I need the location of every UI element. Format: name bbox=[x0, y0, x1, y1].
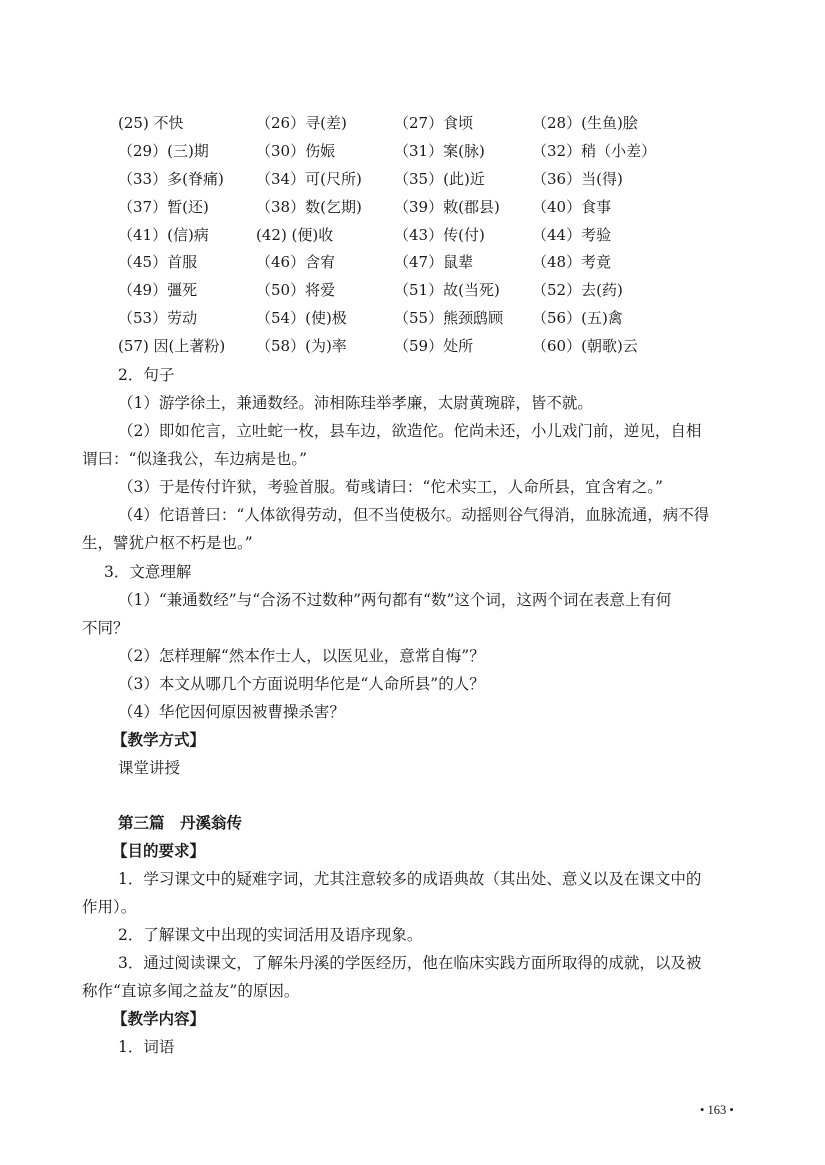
sentence-item: （4）佗语普曰：“人体欲得劳动，但不当使极尔。动摇则谷气得消，血脉流通，病不得 bbox=[118, 506, 710, 524]
vocab-item: （54）(使)极 bbox=[256, 309, 347, 328]
vocab-item: （44）考验 bbox=[532, 225, 612, 244]
vocab-item: （56）(五)禽 bbox=[532, 309, 623, 328]
question-item: （2）怎样理解“然本作士人，以医见业，意常自悔”？ bbox=[118, 647, 485, 665]
vocab-item: （29）(三)期 bbox=[118, 141, 209, 160]
vocab-item: （47）鼠辈 bbox=[394, 253, 474, 272]
vocab-item: （36）当(得) bbox=[532, 169, 623, 188]
vocab-item: （34）可(尺所) bbox=[256, 169, 362, 188]
page-number: • 163 • bbox=[700, 1103, 734, 1117]
section-heading-comprehension: 3．文意理解 bbox=[104, 563, 192, 581]
sentence-item: （3）于是传付许狱，考验首服。荀彧请曰：“佗术实工，人命所县，宜含宥之。” bbox=[118, 478, 663, 496]
vocab-item: （26）寻(差) bbox=[256, 114, 347, 132]
vocab-item: （52）去(药) bbox=[532, 281, 623, 300]
question-item: （1）“兼通数经”与“合汤不过数种”两句都有“数”这个词，这两个词在表意上有何 bbox=[118, 591, 672, 609]
objective-continuation: 作用）。 bbox=[82, 898, 137, 916]
vocab-item: （32）稍（小差） bbox=[532, 141, 657, 160]
teaching-method-heading: 【教学方式】 bbox=[112, 730, 206, 749]
vocab-item: （41）(信)病 bbox=[118, 225, 209, 244]
vocab-item: (57) 因(上著粉) bbox=[118, 337, 226, 356]
vocab-item: （35）(此)近 bbox=[394, 169, 485, 188]
question-continuation: 不同？ bbox=[82, 619, 129, 637]
vocab-item: （49）彊死 bbox=[118, 281, 198, 300]
sentence-item: （2）即如佗言，立吐蛇一枚，县车边，欲造佗。佗尚未还，小儿戏门前，逆见，自相 bbox=[118, 422, 702, 440]
vocab-item: （60）(朝歌)云 bbox=[532, 337, 638, 356]
vocab-item: （28）(生鱼)脍 bbox=[532, 114, 638, 132]
vocab-item: （43）传(付) bbox=[394, 225, 485, 244]
vocab-item: （58）(为)率 bbox=[256, 337, 347, 356]
vocab-item: （46）含宥 bbox=[256, 253, 336, 272]
vocab-item: （38）数(乞期) bbox=[256, 197, 362, 216]
vocab-item: （53）劳动 bbox=[118, 309, 198, 328]
vocab-item: （45）首服 bbox=[118, 253, 198, 272]
content-heading: 【教学内容】 bbox=[112, 1009, 206, 1028]
vocab-item: （59）处所 bbox=[394, 337, 474, 356]
objective-item: 2．了解课文中出现的实词活用及语序现象。 bbox=[118, 926, 423, 944]
vocabulary-subheading: 1．词语 bbox=[118, 1038, 175, 1056]
vocab-item: （37）暂(还) bbox=[118, 197, 209, 216]
objectives-heading: 【目的要求】 bbox=[112, 841, 206, 860]
section-heading-sentences: 2．句子 bbox=[118, 366, 175, 384]
vocab-item: （50）将爱 bbox=[256, 281, 336, 300]
objective-item: 3．通过阅读课文，了解朱丹溪的学医经历，他在临床实践方面所取得的成就，以及被 bbox=[118, 954, 702, 972]
sentence-continuation: 生，譬犹户枢不朽是也。” bbox=[82, 534, 253, 552]
question-item: （3）本文从哪几个方面说明华佗是“人命所县”的人？ bbox=[118, 675, 485, 693]
objective-item: 1．学习课文中的疑难字词，尤其注意较多的成语典故（其出处、意义以及在课文中的 bbox=[118, 870, 702, 888]
vocab-item: （33）多(脊痛) bbox=[118, 169, 224, 188]
vocab-item: （48）考竟 bbox=[532, 253, 612, 272]
vocab-item: （27）食顷 bbox=[394, 114, 474, 132]
vocab-item: （31）案(脉) bbox=[394, 141, 485, 160]
sentence-item: （1）游学徐土，兼通数经。沛相陈珪举孝廉，太尉黄琬辟，皆不就。 bbox=[118, 394, 593, 412]
sentence-continuation: 谓曰：“似逢我公，车边病是也。” bbox=[82, 450, 308, 468]
vocab-item: (25) 不快 bbox=[118, 114, 184, 132]
vocab-item: （55）熊颈鸱顾 bbox=[394, 309, 504, 328]
vocab-item: （40）食事 bbox=[532, 197, 612, 216]
vocab-item: （39）敕(郡县) bbox=[394, 197, 500, 216]
vocab-item: (42) (便)收 bbox=[256, 225, 334, 244]
question-item: （4）华佗因何原因被曹操杀害？ bbox=[118, 703, 345, 721]
teaching-method-text: 课堂讲授 bbox=[118, 759, 181, 777]
objective-continuation: 称作“直谅多闻之益友”的原因。 bbox=[82, 982, 300, 1000]
vocab-item: （51）故(当死) bbox=[394, 281, 500, 300]
vocab-item: （30）伤娠 bbox=[256, 141, 336, 160]
chapter-title: 第三篇 丹溪翁传 bbox=[118, 813, 243, 832]
